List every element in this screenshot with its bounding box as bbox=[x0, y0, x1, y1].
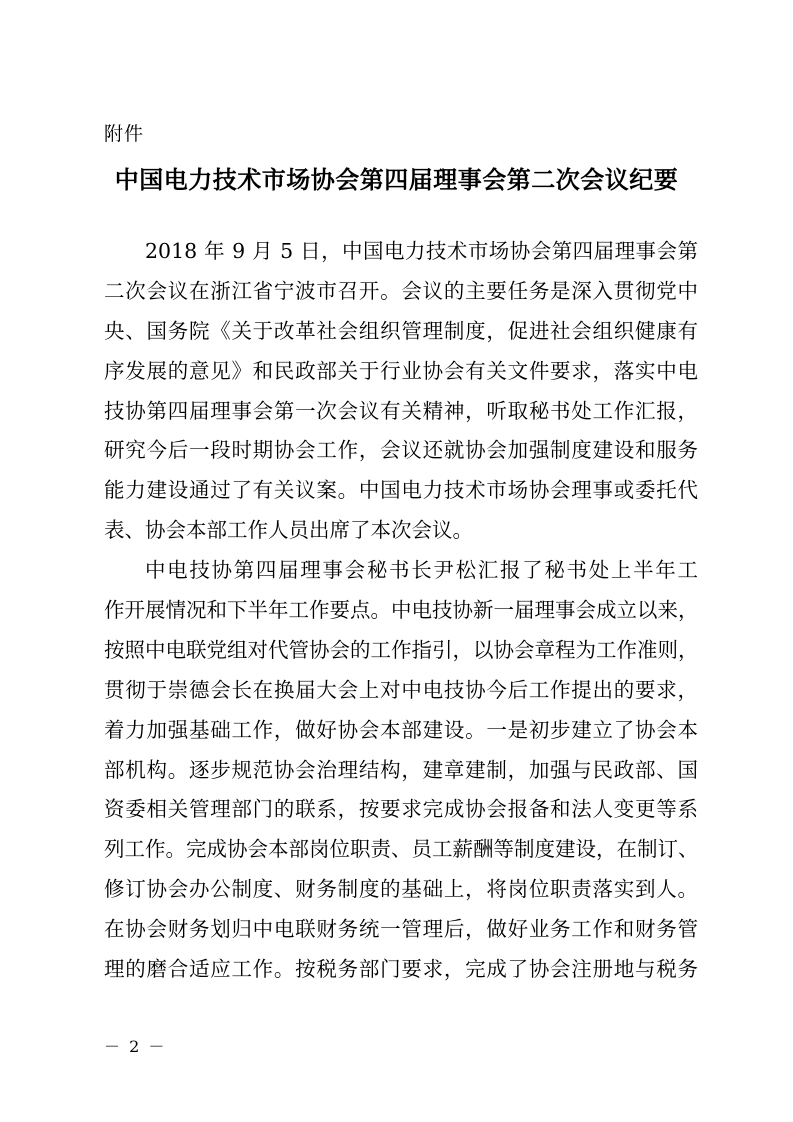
paragraph-line: 修订协会办公制度、财务制度的基础上，将岗位职责落实到人。 bbox=[104, 877, 698, 902]
paragraph-line: 着力加强基础工作，做好协会本部建设。一是初步建立了协会本 bbox=[104, 717, 698, 742]
paragraph-line: 2018 年 9 月 5 日，中国电力技术市场协会第四届理事会第 bbox=[145, 239, 698, 263]
document-body bbox=[104, 232, 698, 990]
paragraph-line: 二次会议在浙江省宁波市召开。会议的主要任务是深入贯彻党中 bbox=[104, 278, 698, 303]
paragraph-1 bbox=[104, 232, 698, 551]
paragraph-line: 序发展的意见》和民政部关于行业协会有关文件要求，落实中电 bbox=[104, 358, 698, 383]
paragraph-line: 央、国务院《关于改革社会组织管理制度，促进社会组织健康有 bbox=[104, 318, 698, 343]
paragraph-line: 理的磨合适应工作。按税务部门要求，完成了协会注册地与税务 bbox=[104, 957, 698, 982]
paragraph-line: 技协第四届理事会第一次会议有关精神，听取秘书处工作汇报， bbox=[104, 398, 698, 423]
document-title: 中国电力技术市场协会第四届理事会第二次会议纪要 bbox=[114, 166, 679, 194]
paragraph-line: 部机构。逐步规范协会治理结构，建章建制，加强与民政部、国 bbox=[104, 757, 698, 782]
paragraph-line: 列工作。完成协会本部岗位职责、员工薪酬等制度建设，在制订、 bbox=[104, 837, 699, 862]
paragraph-2 bbox=[104, 551, 698, 990]
paragraph-line: 贯彻于崇德会长在换届大会上对中电技协今后工作提出的要求， bbox=[104, 677, 698, 702]
paragraph-line: 在协会财务划归中电联财务统一管理后，做好业务工作和财务管 bbox=[104, 917, 698, 942]
paragraph-line: 资委相关管理部门的联系，按要求完成协会报备和法人变更等系 bbox=[104, 797, 698, 822]
paragraph-line: 研究今后一段时期协会工作，会议还就协会加强制度建设和服务 bbox=[104, 438, 698, 463]
paragraph-line: 能力建设通过了有关议案。中国电力技术市场协会理事或委托代 bbox=[104, 478, 698, 503]
paragraph-line: 按照中电联党组对代管协会的工作指引，以协会章程为工作准则， bbox=[104, 637, 699, 662]
attachment-label: 附件 bbox=[104, 123, 145, 145]
paragraph-line: 表、协会本部工作人员出席了本次会议。 bbox=[104, 518, 473, 543]
paragraph-line: 中电技协第四届理事会秘书长尹松汇报了秘书处上半年工 bbox=[145, 558, 698, 583]
paragraph-line: 作开展情况和下半年工作要点。中电技协新一届理事会成立以来， bbox=[104, 598, 699, 623]
page-number: － 2 － bbox=[104, 1037, 167, 1056]
